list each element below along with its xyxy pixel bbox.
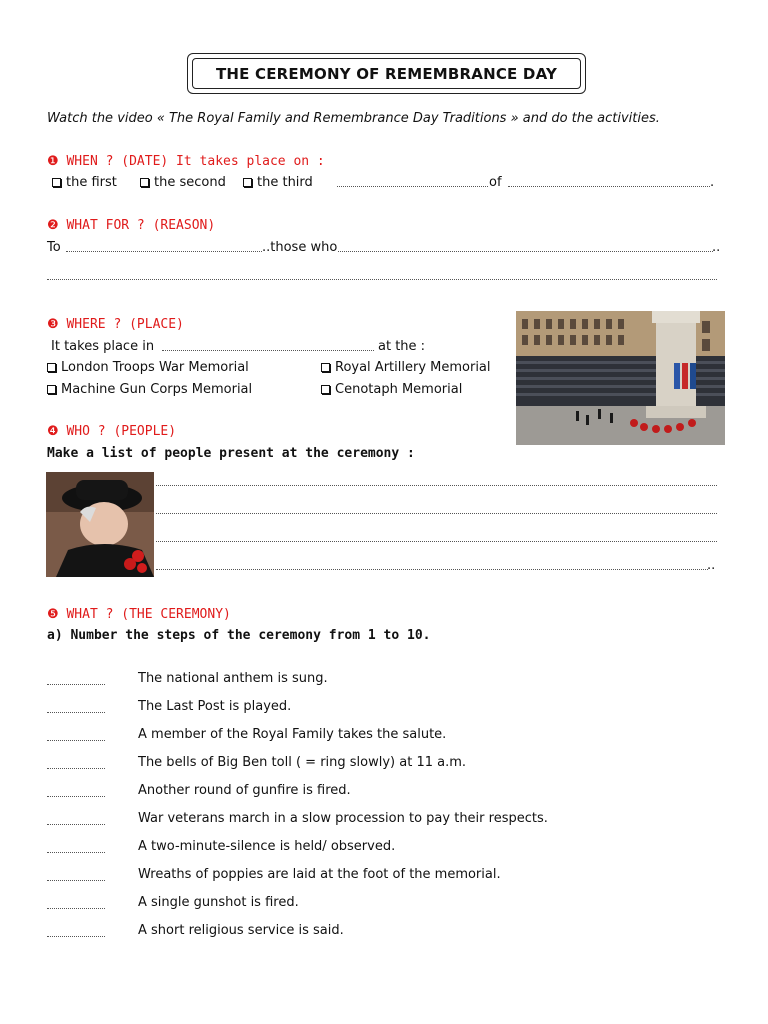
section2-end: .. xyxy=(712,240,721,255)
step-item: A member of the Royal Family takes the salute. xyxy=(138,727,447,742)
step-number-blank[interactable] xyxy=(47,768,105,769)
of-label: of xyxy=(489,175,502,190)
option-first[interactable]: the first xyxy=(52,175,117,191)
people-line-3[interactable] xyxy=(156,541,717,542)
option-third[interactable]: the third xyxy=(243,175,313,191)
checkbox-icon xyxy=(243,178,252,187)
checkbox-icon xyxy=(47,385,56,394)
option-royal-artillery[interactable]: Royal Artillery Memorial xyxy=(321,360,491,376)
step-item: A short religious service is said. xyxy=(138,923,344,938)
place-blank[interactable] xyxy=(162,350,374,351)
reason-blank[interactable] xyxy=(66,251,262,252)
section2-heading: ❷ WHAT FOR ? (REASON) xyxy=(47,218,216,233)
option-machine-gun[interactable]: Machine Gun Corps Memorial xyxy=(47,382,252,398)
checkbox-icon xyxy=(140,178,149,187)
step-number-blank[interactable] xyxy=(47,740,105,741)
people-line-1[interactable] xyxy=(156,485,717,486)
step-item: The bells of Big Ben toll ( = ring slowly) at 11 a.m. xyxy=(138,755,467,770)
queen-photo xyxy=(46,472,154,577)
title-box xyxy=(187,53,586,94)
step-number-blank[interactable] xyxy=(47,880,105,881)
checkbox-icon xyxy=(52,178,61,187)
step-number-blank[interactable] xyxy=(47,852,105,853)
step-number-blank[interactable] xyxy=(47,684,105,685)
people-line-2[interactable] xyxy=(156,513,717,514)
step-item: The national anthem is sung. xyxy=(138,671,328,686)
section1-heading: ❶ WHEN ? (DATE) It takes place on : xyxy=(47,154,325,169)
checkbox-icon xyxy=(47,363,56,372)
section5-heading: ❺ WHAT ? (THE CEREMONY) xyxy=(47,607,231,622)
takes-place-label: It takes place in xyxy=(51,339,155,354)
checkbox-icon xyxy=(321,363,330,372)
people-line-4[interactable] xyxy=(156,569,708,570)
page-title: THE CEREMONY OF REMEMBRANCE DAY xyxy=(215,64,558,83)
step-item: War veterans march in a slow procession to pay their respects. xyxy=(138,811,548,826)
step-number-blank[interactable] xyxy=(47,908,105,909)
section4-end: .. xyxy=(707,558,716,573)
step-item: A single gunshot is fired. xyxy=(138,895,299,910)
option-london-troops[interactable]: London Troops War Memorial xyxy=(47,360,249,376)
reason-line-2[interactable] xyxy=(47,279,717,280)
section3-heading: ❸ WHERE ? (PLACE) xyxy=(47,317,184,332)
to-label: To xyxy=(47,240,61,255)
section5-instruction: a) Number the steps of the ceremony from 1 to 10. xyxy=(47,628,431,643)
section4-heading: ❹ WHO ? (PEOPLE) xyxy=(47,424,177,439)
step-number-blank[interactable] xyxy=(47,824,105,825)
step-number-blank[interactable] xyxy=(47,712,105,713)
step-number-blank[interactable] xyxy=(47,796,105,797)
month-blank[interactable] xyxy=(508,186,710,187)
step-item: A two-minute-silence is held/ observed. xyxy=(138,839,396,854)
option-second[interactable]: the second xyxy=(140,175,226,191)
date-blank[interactable] xyxy=(337,186,488,187)
option-cenotaph[interactable]: Cenotaph Memorial xyxy=(321,382,462,398)
those-label: ..those who xyxy=(262,240,338,255)
intro-text: Watch the video « The Royal Family and Remembrance Day Traditions » and do the activities. xyxy=(47,111,660,126)
section4-instruction: Make a list of people present at the ceremony : xyxy=(47,446,415,461)
at-the-label: at the : xyxy=(378,339,426,354)
step-item: Wreaths of poppies are laid at the foot of the memorial. xyxy=(138,867,501,882)
section1-end: . xyxy=(710,175,715,190)
step-item: The Last Post is played. xyxy=(138,699,292,714)
cenotaph-photo xyxy=(516,311,725,445)
checkbox-icon xyxy=(321,385,330,394)
step-item: Another round of gunfire is fired. xyxy=(138,783,351,798)
those-who-blank[interactable] xyxy=(338,251,713,252)
step-number-blank[interactable] xyxy=(47,936,105,937)
